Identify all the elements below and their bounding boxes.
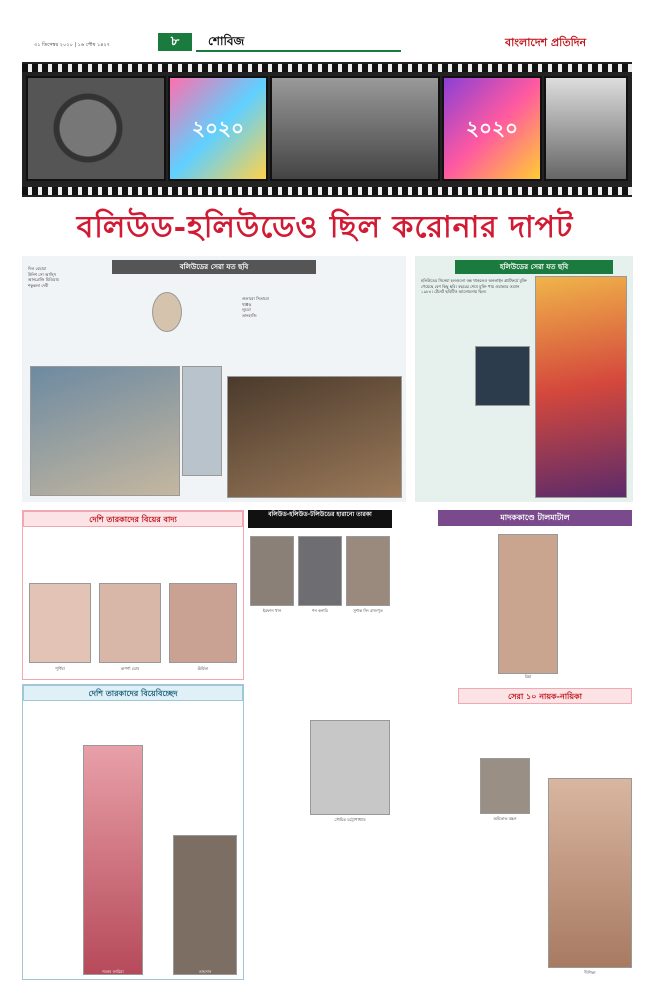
top10-name: দীপিকা [584, 970, 596, 975]
hollywood-body: হলিউডের সিনেমা হলগুলো বন্ধ থাকলেও অনলাইন প্ল্যাটফর্মে মুক্তি পেয়েছে বেশ কিছু ছবি। বছরের শেষে মুক্তি পায় ওয়ান্ডার ওম্যান ১৯৮৪। টেনেট ছবিটিও আলোচনায় ছিল। [421, 278, 527, 294]
classic-photo [544, 76, 628, 181]
bollywood-title: বলিউডের সেরা যত ছবি [112, 260, 316, 274]
brand-logo [505, 34, 586, 53]
film-reel-image [26, 76, 166, 181]
tenet-photo [475, 346, 530, 406]
irrfan-photo [250, 536, 294, 606]
wedding-photo-2 [99, 583, 161, 663]
sean-connery-photo [298, 536, 342, 606]
film-strip-top [22, 64, 632, 72]
bollywood-item: শকুন্তলা দেবী [28, 282, 49, 288]
lost-name: সুশান্ত সিং রাজপুত [353, 608, 383, 613]
year-text-a: ২০২০ [191, 116, 245, 140]
bollywood-item: আনগ্রেজি মিডিয়াম [28, 277, 59, 282]
actress-portrait [152, 292, 182, 332]
rhea-photo [498, 534, 558, 674]
amitabh-photo [480, 758, 530, 814]
soumitra-photo [310, 720, 390, 815]
lost-stars-box [248, 510, 392, 980]
bollywood-item: লুডো [242, 307, 251, 312]
divorce-name: শবনম ফারিয়া [102, 969, 124, 974]
poster-strip [182, 366, 222, 476]
bollywood-item: তানহাজি [242, 312, 257, 318]
wedding-name: পূর্ণিমা [55, 666, 65, 671]
dil-bechara-photo [30, 366, 180, 496]
section-name: শোবিজ [208, 34, 245, 48]
retro-posters [270, 76, 440, 181]
issue-date: ৩১ ডিসেম্বর ২০২০ | ১৬ পৌষ ১৪২৭ [34, 42, 110, 48]
bollywood-panel [22, 256, 406, 502]
bollywood-item: থাপ্পড় [242, 301, 252, 307]
bollywood-item: উনিশ সো আস্সি [28, 271, 57, 277]
deepika-photo [548, 778, 632, 968]
header-rule [196, 50, 401, 52]
wedding-box [22, 510, 244, 680]
top10-box [398, 688, 632, 980]
bollywood-list-a [28, 266, 88, 288]
film-strip-bottom [22, 187, 632, 195]
top10-name: অমিতাভ বচ্চন [493, 816, 517, 821]
divorce-title: দেশি তারকাদের বিয়েবিচ্ছেদ [23, 685, 243, 701]
faria-photo [83, 745, 143, 975]
year-image-a [168, 76, 268, 181]
wedding-name: ঊর্মিলা [197, 666, 209, 671]
bollywood-item: দিল বেচারা [28, 266, 47, 271]
banner-collage [22, 62, 632, 197]
page-number: ৮ [158, 33, 192, 51]
wedding-photo-3 [169, 583, 237, 663]
bollywood-item: গুলাবো সিতাবো [242, 296, 269, 301]
drug-caption: রিয়া [524, 674, 532, 679]
tahsan-photo [173, 835, 237, 975]
hollywood-panel [415, 256, 633, 502]
year-image-b [442, 76, 542, 181]
top10-title: সেরা ১০ নায়ক-নায়িকা [458, 688, 632, 704]
lost-title: বলিউড-হলিউড-টলিউডের হারানো তারকা [248, 510, 392, 528]
hollywood-title: হলিউডের সেরা যত ছবি [455, 260, 613, 274]
masthead [0, 0, 650, 58]
divorce-box [22, 684, 244, 980]
ludo-photo [227, 376, 402, 498]
lost-name: ইরফান খান [262, 608, 282, 613]
bollywood-list-b [242, 296, 302, 318]
wedding-name: অপর্ণা ঘোষ [120, 666, 140, 671]
lost-name: শন কনারি [312, 608, 328, 613]
brand-text: বাংলাদেশ প্রতিদিন [505, 36, 587, 49]
main-headline: বলিউড-হলিউডেও ছিল করোনার দাপট [76, 210, 574, 245]
drug-title: মাদককাণ্ডে টালমাটাল [438, 510, 632, 526]
wedding-photo-1 [29, 583, 91, 663]
lost-name: সৌমিত্র চট্টোপাধ্যায় [334, 817, 366, 822]
wonder-woman-photo [535, 276, 627, 498]
wedding-title: দেশি তারকাদের বিয়ের বাদ্য [23, 511, 243, 527]
divorce-name: তাহসান [198, 969, 212, 974]
drug-box [398, 510, 632, 682]
year-text-b: ২০২০ [465, 116, 519, 140]
sushant-photo [346, 536, 390, 606]
